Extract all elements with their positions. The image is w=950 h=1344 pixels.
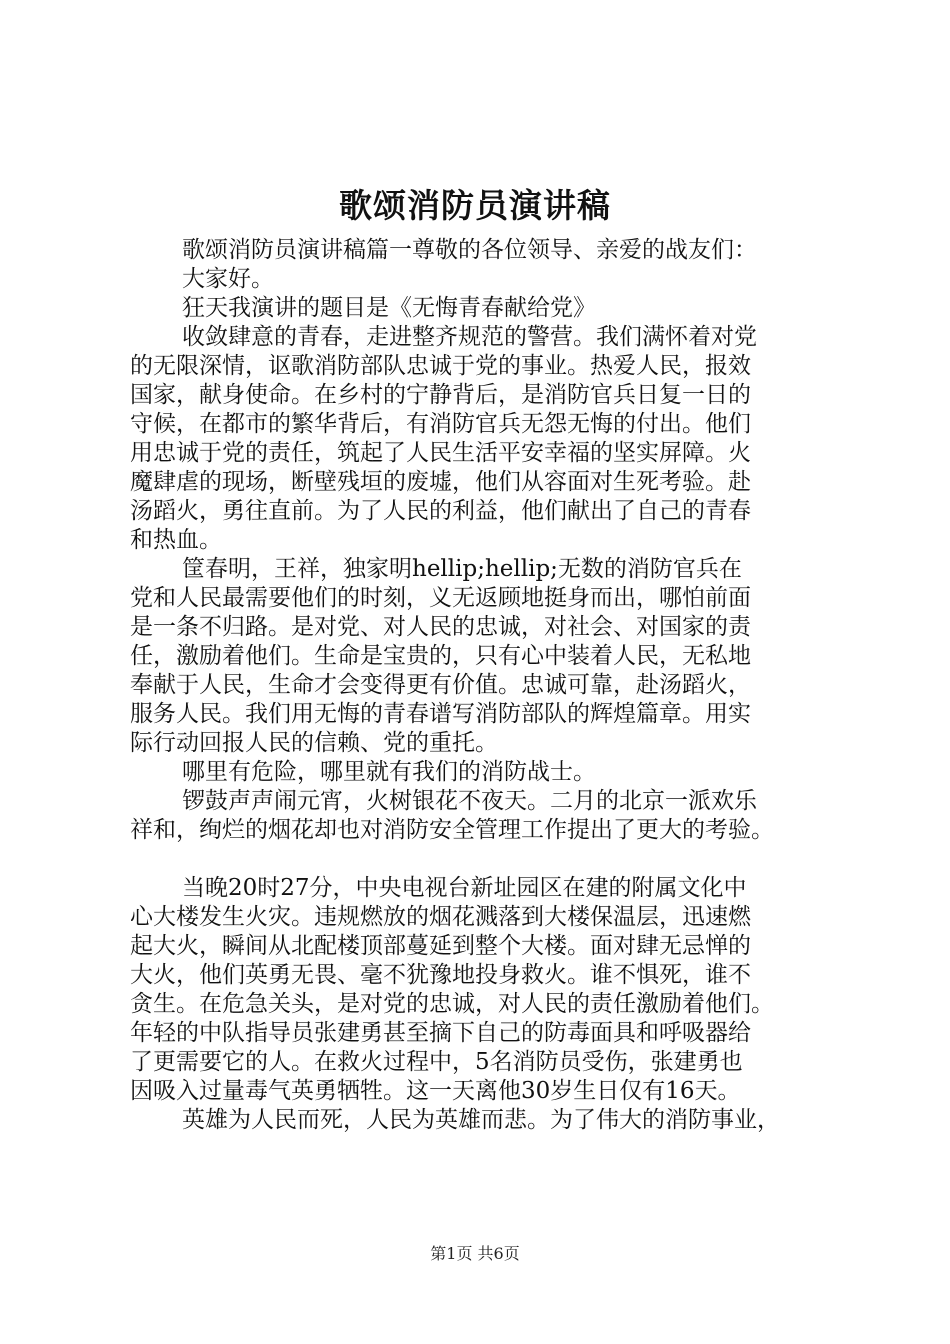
paragraph-line: 际行动回报人民的信赖、党的重托。 <box>130 730 498 756</box>
paragraph-cctv-fire <box>130 874 850 1106</box>
paragraph-line: 狂天我演讲的题目是《无悔青春献给党》 <box>182 295 596 321</box>
paragraph-line: 国家，献身使命。在乡村的宁静背后，是消防官兵日复一日的 <box>130 382 751 408</box>
paragraph-line: 了更需要它的人。在救火过程中，5名消防员受伤，张建勇也 <box>130 1049 743 1075</box>
paragraph-line: 锣鼓声声闹元宵，火树银花不夜天。二月的北京一派欢乐 <box>182 788 757 814</box>
paragraph-line: 因吸入过量毒气英勇牺牲。这一天离他30岁生日仅有16天。 <box>130 1078 741 1104</box>
paragraph-line: 英雄为人民而死，人民为英雄而悲。为了伟大的消防事业， <box>182 1107 780 1133</box>
paragraph-line: 大火，他们英勇无畏、毫不犹豫地投身救火。谁不惧死，谁不 <box>130 962 751 988</box>
paragraph-line: 汤蹈火，勇往直前。为了人民的利益，他们献出了自己的青春 <box>130 498 751 524</box>
document-title: 歌颂消防员演讲稿 <box>339 186 611 225</box>
paragraph-line: 起大火，瞬间从北配楼顶部蔓延到整个大楼。面对肆无忌惮的 <box>130 933 751 959</box>
paragraph-line: 奉献于人民，生命才会变得更有价值。忠诚可靠，赴汤蹈火， <box>130 672 751 698</box>
document-body <box>130 236 850 1135</box>
paragraph-line: 党和人民最需要他们的时刻，义无返顾地挺身而出，哪怕前面 <box>130 585 751 611</box>
paragraph-line: 心大楼发生火灾。违规燃放的烟花溅落到大楼保温层，迅速燃 <box>130 904 751 930</box>
paragraph-line: 和热血。 <box>130 527 222 553</box>
paragraph-line: 祥和，绚烂的烟花却也对消防安全管理工作提出了更大的考验。 <box>130 817 774 843</box>
paragraph-line: 年轻的中队指导员张建勇甚至摘下自己的防毒面具和呼吸器给 <box>130 1020 751 1046</box>
paragraph-hero-sacrifice <box>130 1106 850 1135</box>
paragraph-line: 任，激励着他们。生命是宝贵的，只有心中装着人民，无私地 <box>130 643 751 669</box>
paragraph-greeting <box>130 236 850 265</box>
page-number-footer: 第1页 共6页 <box>430 1244 520 1263</box>
paragraph-lantern-festival <box>130 787 850 845</box>
paragraph-line: 魔肆虐的现场，断壁残垣的废墟，他们从容面对生死考验。赴 <box>130 469 751 495</box>
paragraph-spacer <box>130 845 850 874</box>
paragraph-topic <box>130 294 850 323</box>
paragraph-hello <box>130 265 850 294</box>
paragraph-line: 歌颂消防员演讲稿篇一尊敬的各位领导、亲爱的战友们： <box>182 237 757 263</box>
paragraph-danger <box>130 758 850 787</box>
paragraph-line: 大家好。 <box>182 266 274 292</box>
paragraph-line: 筐春明，王祥，独家明hellip;hellip;无数的消防官兵在 <box>182 556 742 582</box>
paragraph-line: 是一条不归路。是对党、对人民的忠诚，对社会、对国家的责 <box>130 614 751 640</box>
paragraph-line: 守候，在都市的繁华背后，有消防官兵无怨无悔的付出。他们 <box>130 411 751 437</box>
paragraph-line: 哪里有危险，哪里就有我们的消防战士。 <box>182 759 596 785</box>
paragraph-heroes <box>130 555 850 758</box>
paragraph-line: 当晚20时27分，中央电视台新址园区在建的附属文化中 <box>182 875 747 901</box>
paragraph-line: 服务人民。我们用无悔的青春谱写消防部队的辉煌篇章。用实 <box>130 701 751 727</box>
paragraph-line: 收敛肆意的青春，走进整齐规范的警营。我们满怀着对党 <box>182 324 757 350</box>
paragraph-line: 用忠诚于党的责任，筑起了人民生活平安幸福的坚实屏障。火 <box>130 440 751 466</box>
paragraph-line: 贪生。在危急关头，是对党的忠诚，对人民的责任激励着他们。 <box>130 991 774 1017</box>
paragraph-line: 的无限深情，讴歌消防部队忠诚于党的事业。热爱人民，报效 <box>130 353 751 379</box>
paragraph-youth <box>130 323 850 555</box>
